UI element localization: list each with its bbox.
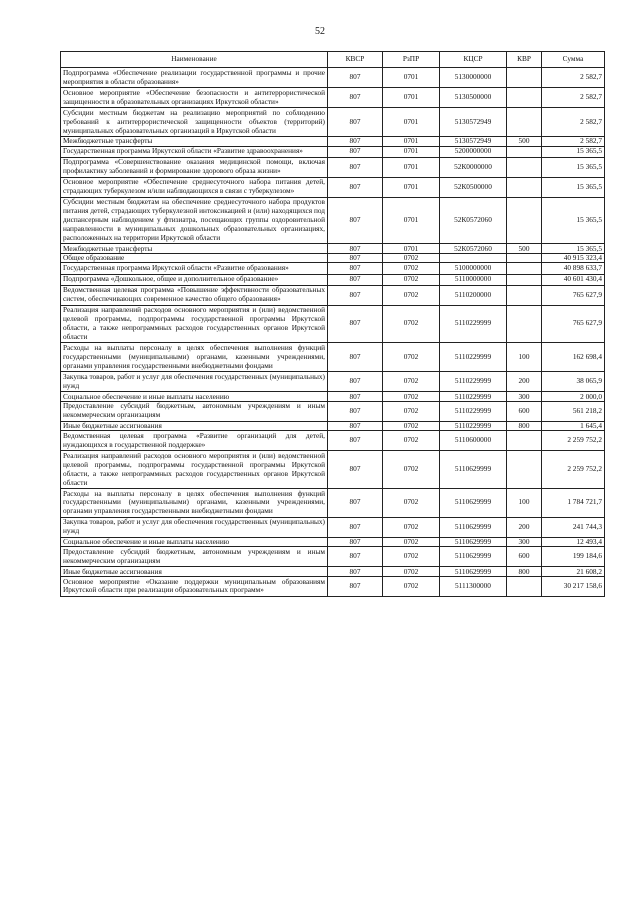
cell-kvsr: 807 bbox=[328, 567, 383, 577]
cell-rzpr: 0702 bbox=[383, 421, 440, 431]
cell-kcsr: 52К0500000 bbox=[440, 177, 507, 197]
cell-kcsr: 5110229999 bbox=[440, 305, 507, 343]
cell-kcsr: 5110629999 bbox=[440, 547, 507, 567]
cell-rzpr: 0702 bbox=[383, 537, 440, 547]
cell-kvsr: 807 bbox=[328, 177, 383, 197]
cell-kvr bbox=[507, 177, 542, 197]
table-row bbox=[61, 537, 605, 547]
cell-kvr: 100 bbox=[507, 343, 542, 372]
table-row bbox=[61, 263, 605, 274]
cell-kcsr: 5130500000 bbox=[440, 88, 507, 108]
cell-sum: 40 601 430,4 bbox=[542, 274, 605, 285]
cell-kcsr: 5110629999 bbox=[440, 537, 507, 547]
column-header-name: Наименование bbox=[61, 52, 328, 68]
table-row bbox=[61, 431, 605, 451]
table-row bbox=[61, 177, 605, 197]
cell-kvsr: 807 bbox=[328, 253, 383, 263]
cell-kvr bbox=[507, 431, 542, 451]
cell-sum: 15 365,5 bbox=[542, 177, 605, 197]
cell-kvsr: 807 bbox=[328, 372, 383, 392]
cell-rzpr: 0702 bbox=[383, 576, 440, 596]
cell-kvsr: 807 bbox=[328, 392, 383, 402]
table-row bbox=[61, 421, 605, 431]
cell-name: Социальное обеспечение и иные выплаты населению bbox=[61, 537, 328, 547]
cell-kcsr: 5130572949 bbox=[440, 108, 507, 137]
cell-sum: 765 627,9 bbox=[542, 305, 605, 343]
cell-rzpr: 0702 bbox=[383, 274, 440, 285]
cell-kvsr: 807 bbox=[328, 146, 383, 157]
cell-kvsr: 807 bbox=[328, 517, 383, 537]
cell-rzpr: 0702 bbox=[383, 285, 440, 305]
cell-kvr: 800 bbox=[507, 567, 542, 577]
cell-rzpr: 0701 bbox=[383, 197, 440, 244]
column-header-kvsr: КВСР bbox=[328, 52, 383, 68]
cell-name: Государственная программа Иркутской области «Развитие здравоохранения» bbox=[61, 146, 328, 157]
cell-kvsr: 807 bbox=[328, 401, 383, 421]
cell-kvsr: 807 bbox=[328, 157, 383, 177]
cell-kvr bbox=[507, 253, 542, 263]
budget-table bbox=[60, 51, 605, 597]
cell-kcsr: 5111300000 bbox=[440, 576, 507, 596]
cell-kvsr: 807 bbox=[328, 136, 383, 146]
cell-kvsr: 807 bbox=[328, 88, 383, 108]
cell-kcsr: 5110229999 bbox=[440, 401, 507, 421]
cell-sum: 2 582,7 bbox=[542, 108, 605, 137]
table-row bbox=[61, 517, 605, 537]
cell-name: Социальное обеспечение и иные выплаты населению bbox=[61, 392, 328, 402]
cell-kcsr bbox=[440, 253, 507, 263]
cell-rzpr: 0702 bbox=[383, 343, 440, 372]
cell-rzpr: 0701 bbox=[383, 108, 440, 137]
cell-kvsr: 807 bbox=[328, 197, 383, 244]
cell-rzpr: 0701 bbox=[383, 157, 440, 177]
cell-kvr: 600 bbox=[507, 401, 542, 421]
cell-name: Подпрограмма «Совершенствование оказания медицинской помощи, включая профилактику заболеваний и формирование здорового образа жизни» bbox=[61, 157, 328, 177]
table-row bbox=[61, 285, 605, 305]
cell-rzpr: 0701 bbox=[383, 136, 440, 146]
cell-kcsr: 5100000000 bbox=[440, 263, 507, 274]
cell-sum: 40 898 633,7 bbox=[542, 263, 605, 274]
cell-rzpr: 0702 bbox=[383, 547, 440, 567]
table-row bbox=[61, 392, 605, 402]
cell-kvsr: 807 bbox=[328, 285, 383, 305]
cell-sum: 30 217 158,6 bbox=[542, 576, 605, 596]
cell-kcsr: 5110629999 bbox=[440, 517, 507, 537]
cell-kvsr: 807 bbox=[328, 68, 383, 88]
cell-sum: 2 582,7 bbox=[542, 88, 605, 108]
cell-kvr: 500 bbox=[507, 244, 542, 254]
cell-name: Межбюджетные трансферты bbox=[61, 136, 328, 146]
cell-kvr bbox=[507, 451, 542, 489]
cell-kvr: 300 bbox=[507, 392, 542, 402]
cell-kvr: 800 bbox=[507, 421, 542, 431]
cell-kvsr: 807 bbox=[328, 576, 383, 596]
table-row bbox=[61, 343, 605, 372]
table-row bbox=[61, 305, 605, 343]
cell-rzpr: 0701 bbox=[383, 68, 440, 88]
cell-name: Предоставление субсидий бюджетным, автономным учреждениям и иным некоммерческим организациям bbox=[61, 401, 328, 421]
cell-name: Предоставление субсидий бюджетным, автономным учреждениям и иным некоммерческим организациям bbox=[61, 547, 328, 567]
cell-kcsr: 5110229999 bbox=[440, 421, 507, 431]
cell-kcsr: 5110600000 bbox=[440, 431, 507, 451]
cell-name: Общее образование bbox=[61, 253, 328, 263]
cell-name: Субсидии местным бюджетам на обеспечение среднесуточного набора продуктов питания детей, страдающих туберкулезной интоксикацией и (или) находящихся под диспансерным наблюдением у фтизиатра, посещающих группы оздоровительной направленности в муниципальных дошкольных образовательных организациях, расположенных на территории Иркутской области bbox=[61, 197, 328, 244]
cell-sum: 2 582,7 bbox=[542, 136, 605, 146]
table-row bbox=[61, 489, 605, 518]
cell-name: Подпрограмма «Дошкольное, общее и дополнительное образование» bbox=[61, 274, 328, 285]
cell-kcsr: 52К0572060 bbox=[440, 244, 507, 254]
cell-kvr bbox=[507, 88, 542, 108]
cell-kvsr: 807 bbox=[328, 108, 383, 137]
cell-kvr: 600 bbox=[507, 547, 542, 567]
cell-name: Иные бюджетные ассигнования bbox=[61, 567, 328, 577]
cell-sum: 2 259 752,2 bbox=[542, 451, 605, 489]
table-row bbox=[61, 146, 605, 157]
cell-rzpr: 0702 bbox=[383, 567, 440, 577]
table-row bbox=[61, 451, 605, 489]
cell-kvsr: 807 bbox=[328, 489, 383, 518]
cell-kcsr: 52К0572060 bbox=[440, 197, 507, 244]
cell-rzpr: 0701 bbox=[383, 146, 440, 157]
table-row bbox=[61, 68, 605, 88]
cell-kvr bbox=[507, 305, 542, 343]
cell-sum: 2 259 752,2 bbox=[542, 431, 605, 451]
table-header-row bbox=[61, 52, 605, 68]
table-row bbox=[61, 157, 605, 177]
cell-rzpr: 0702 bbox=[383, 431, 440, 451]
table-row bbox=[61, 401, 605, 421]
cell-rzpr: 0702 bbox=[383, 253, 440, 263]
cell-name: Закупка товаров, работ и услуг для обеспечения государственных (муниципальных) нужд bbox=[61, 372, 328, 392]
cell-kvr bbox=[507, 197, 542, 244]
cell-rzpr: 0702 bbox=[383, 392, 440, 402]
cell-sum: 162 698,4 bbox=[542, 343, 605, 372]
table-row bbox=[61, 253, 605, 263]
table-row bbox=[61, 88, 605, 108]
cell-sum: 15 365,5 bbox=[542, 244, 605, 254]
cell-kcsr: 5110629999 bbox=[440, 567, 507, 577]
cell-name: Государственная программа Иркутской области «Развитие образования» bbox=[61, 263, 328, 274]
cell-kvr bbox=[507, 274, 542, 285]
cell-sum: 2 582,7 bbox=[542, 68, 605, 88]
cell-kvr: 500 bbox=[507, 136, 542, 146]
cell-sum: 1 645,4 bbox=[542, 421, 605, 431]
cell-kcsr: 5110229999 bbox=[440, 372, 507, 392]
cell-kcsr: 5110200000 bbox=[440, 285, 507, 305]
cell-sum: 241 744,3 bbox=[542, 517, 605, 537]
cell-kvr bbox=[507, 576, 542, 596]
cell-kvr: 100 bbox=[507, 489, 542, 518]
table-row bbox=[61, 108, 605, 137]
page-number: 52 bbox=[315, 26, 325, 37]
cell-sum: 15 365,5 bbox=[542, 157, 605, 177]
cell-sum: 40 915 323,4 bbox=[542, 253, 605, 263]
cell-kvr bbox=[507, 285, 542, 305]
cell-kvr: 200 bbox=[507, 517, 542, 537]
cell-kvr bbox=[507, 146, 542, 157]
cell-kvr bbox=[507, 157, 542, 177]
cell-sum: 199 184,6 bbox=[542, 547, 605, 567]
cell-rzpr: 0702 bbox=[383, 372, 440, 392]
column-header-rzpr: РзПР bbox=[383, 52, 440, 68]
cell-name: Основное мероприятие «Обеспечение среднесуточного набора питания детей, страдающих туберкулезом и/или наблюдающихся в связи с туберкулезом» bbox=[61, 177, 328, 197]
cell-sum: 15 365,5 bbox=[542, 146, 605, 157]
cell-kcsr: 5110229999 bbox=[440, 392, 507, 402]
cell-kvr: 300 bbox=[507, 537, 542, 547]
cell-rzpr: 0702 bbox=[383, 489, 440, 518]
cell-rzpr: 0702 bbox=[383, 517, 440, 537]
cell-kcsr: 5130572949 bbox=[440, 136, 507, 146]
cell-kcsr: 5110629999 bbox=[440, 451, 507, 489]
table-row bbox=[61, 244, 605, 254]
cell-name: Ведомственная целевая программа «Развитие организаций для детей, нуждающихся в государственной поддержке» bbox=[61, 431, 328, 451]
cell-rzpr: 0702 bbox=[383, 305, 440, 343]
table-row bbox=[61, 136, 605, 146]
cell-rzpr: 0702 bbox=[383, 263, 440, 274]
cell-rzpr: 0702 bbox=[383, 401, 440, 421]
cell-name: Иные бюджетные ассигнования bbox=[61, 421, 328, 431]
cell-kcsr: 52К0000000 bbox=[440, 157, 507, 177]
cell-kvr bbox=[507, 68, 542, 88]
cell-sum: 21 608,2 bbox=[542, 567, 605, 577]
cell-name: Расходы на выплаты персоналу в целях обеспечения выполнения функций государственными (муниципальными) органами, казенными учреждениями, органами управления государственными внебюджетными фондами bbox=[61, 489, 328, 518]
cell-kcsr: 5200000000 bbox=[440, 146, 507, 157]
cell-kvsr: 807 bbox=[328, 263, 383, 274]
cell-kvsr: 807 bbox=[328, 274, 383, 285]
cell-sum: 765 627,9 bbox=[542, 285, 605, 305]
table-row bbox=[61, 197, 605, 244]
table-row bbox=[61, 372, 605, 392]
column-header-sum: Сумма bbox=[542, 52, 605, 68]
table-row bbox=[61, 274, 605, 285]
cell-kvsr: 807 bbox=[328, 421, 383, 431]
cell-sum: 38 065,9 bbox=[542, 372, 605, 392]
cell-sum: 15 365,5 bbox=[542, 197, 605, 244]
cell-kcsr: 5130000000 bbox=[440, 68, 507, 88]
cell-kcsr: 5110629999 bbox=[440, 489, 507, 518]
cell-name: Ведомственная целевая программа «Повышение эффективности образовательных систем, обеспечивающих современное качество общего образования» bbox=[61, 285, 328, 305]
column-header-kcsr: КЦСР bbox=[440, 52, 507, 68]
cell-name: Расходы на выплаты персоналу в целях обеспечения выполнения функций государственными (муниципальными) органами, казенными учреждениями, органами управления государственными внебюджетными фондами bbox=[61, 343, 328, 372]
cell-kvr: 200 bbox=[507, 372, 542, 392]
cell-rzpr: 0701 bbox=[383, 244, 440, 254]
cell-name: Подпрограмма «Обеспечение реализации государственной программы и прочие мероприятия в области образования» bbox=[61, 68, 328, 88]
cell-sum: 2 000,0 bbox=[542, 392, 605, 402]
cell-kcsr: 5110229999 bbox=[440, 343, 507, 372]
cell-kcsr: 5110000000 bbox=[440, 274, 507, 285]
cell-kvr bbox=[507, 108, 542, 137]
cell-rzpr: 0701 bbox=[383, 177, 440, 197]
cell-kvsr: 807 bbox=[328, 451, 383, 489]
cell-kvsr: 807 bbox=[328, 431, 383, 451]
cell-name: Реализация направлений расходов основного мероприятия и (или) ведомственной целевой программы, подпрограммы государственной программы Иркутской области, а также непрограммных расходов государственных органов Иркутской области bbox=[61, 451, 328, 489]
cell-name: Основное мероприятие «Оказание поддержки муниципальным образованиям Иркутской области при реализации образовательных программ» bbox=[61, 576, 328, 596]
cell-name: Закупка товаров, работ и услуг для обеспечения государственных (муниципальных) нужд bbox=[61, 517, 328, 537]
cell-rzpr: 0701 bbox=[383, 88, 440, 108]
cell-name: Межбюджетные трансферты bbox=[61, 244, 328, 254]
cell-kvsr: 807 bbox=[328, 537, 383, 547]
cell-name: Реализация направлений расходов основного мероприятия и (или) ведомственной целевой программы, подпрограммы государственной программы Иркутской области, а также непрограммных расходов государственных органов Иркутской области bbox=[61, 305, 328, 343]
cell-name: Субсидии местным бюджетам на реализацию мероприятий по соблюдению требований к антитеррористической защищенности объектов (территорий) муниципальных образовательных организаций в Иркутской области bbox=[61, 108, 328, 137]
cell-kvsr: 807 bbox=[328, 244, 383, 254]
cell-sum: 12 493,4 bbox=[542, 537, 605, 547]
cell-kvsr: 807 bbox=[328, 547, 383, 567]
cell-sum: 561 218,2 bbox=[542, 401, 605, 421]
cell-rzpr: 0702 bbox=[383, 451, 440, 489]
table-row bbox=[61, 576, 605, 596]
cell-name: Основное мероприятие «Обеспечение безопасности и антитеррористической защищенности в образовательных организациях Иркутской области» bbox=[61, 88, 328, 108]
column-header-kvr: КВР bbox=[507, 52, 542, 68]
cell-sum: 1 784 721,7 bbox=[542, 489, 605, 518]
cell-kvr bbox=[507, 263, 542, 274]
table-row bbox=[61, 567, 605, 577]
cell-kvsr: 807 bbox=[328, 305, 383, 343]
table-row bbox=[61, 547, 605, 567]
cell-kvsr: 807 bbox=[328, 343, 383, 372]
